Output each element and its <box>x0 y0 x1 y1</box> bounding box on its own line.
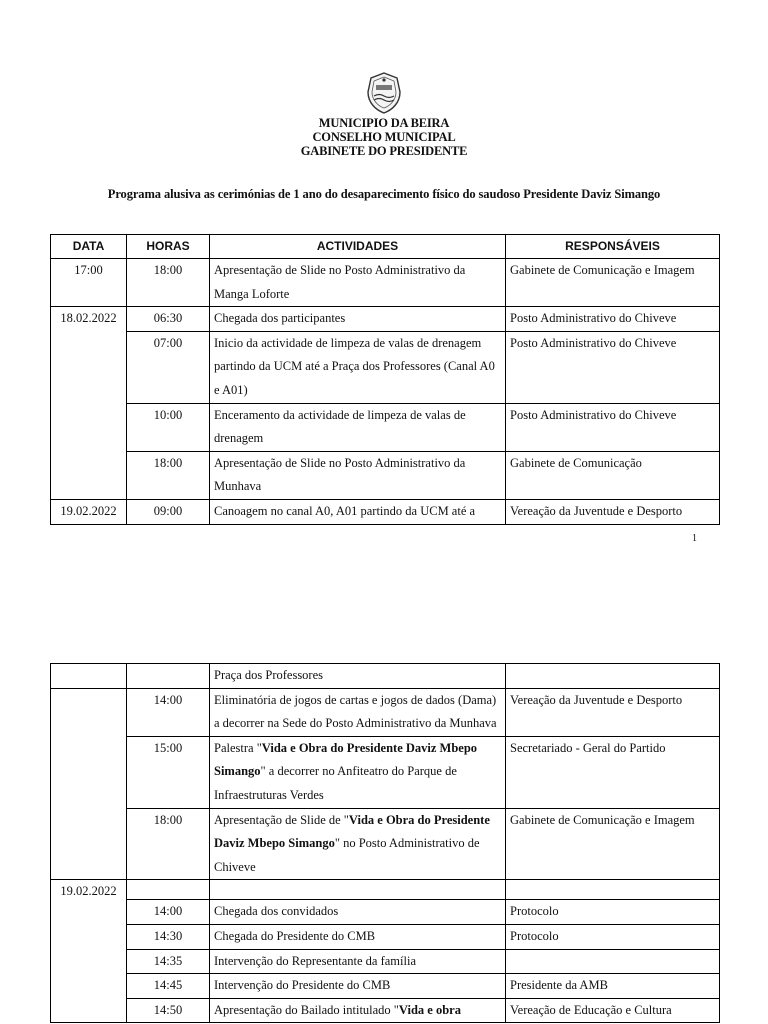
activity-cell: Apresentação de Slide no Posto Administrativo da Manga Loforte <box>210 259 506 307</box>
activity-cell: Inicio da actividade de limpeza de valas de drenagem partindo da UCM até a Praça dos Professores (Canal A0 e A01) <box>210 331 506 403</box>
activity-cell: Canoagem no canal A0, A01 partindo da UCM até a <box>210 499 506 524</box>
programme-table <box>50 234 720 525</box>
activity-bold-title: Vida e Obra do Presidente Daviz Mbepo Simango <box>214 812 490 851</box>
responsible-cell: Gabinete de Comunicação e Imagem <box>506 259 720 307</box>
activity-cell: Praça dos Professores <box>210 664 506 689</box>
table-header-row <box>51 235 720 259</box>
time-cell: 06:30 <box>127 307 210 332</box>
date-cell: 17:00 <box>51 259 127 307</box>
time-cell: 18:00 <box>127 451 210 499</box>
header-responsaveis: RESPONSÁVEIS <box>506 235 720 259</box>
responsible-cell: Posto Administrativo do Chiveve <box>506 331 720 403</box>
header-municipality: MUNICIPIO DA BEIRA <box>318 116 450 130</box>
time-cell: 14:45 <box>127 974 210 999</box>
date-cell: 19.02.2022 <box>51 499 127 524</box>
responsible-cell: Vereação da Juventude e Desporto <box>506 688 720 736</box>
activity-cell: Eliminatória de jogos de cartas e jogos de dados (Dama) a decorrer na Sede do Posto Administrativo da Munhava <box>210 688 506 736</box>
activity-bold-title: Vida e obra <box>398 1002 461 1017</box>
responsible-cell: Protocolo <box>506 900 720 925</box>
table-row <box>51 451 720 499</box>
table-row <box>51 307 720 332</box>
header-horas: HORAS <box>127 235 210 259</box>
time-cell: 10:00 <box>127 403 210 451</box>
time-cell <box>127 664 210 689</box>
activity-text: Apresentação do Bailado intitulado " <box>214 1002 399 1017</box>
responsible-cell: Gabinete de Comunicação <box>506 451 720 499</box>
activity-cell: Chegada dos convidados <box>210 900 506 925</box>
table-row <box>51 974 720 999</box>
date-cell <box>51 688 127 880</box>
programme-table-continued <box>50 663 720 1023</box>
responsible-cell: Vereação de Educação e Cultura <box>506 998 720 1023</box>
table-row <box>51 331 720 403</box>
date-cell: 19.02.2022 <box>51 880 127 1023</box>
activity-cell <box>210 808 506 880</box>
activity-cell <box>210 736 506 808</box>
header-data: DATA <box>51 235 127 259</box>
table-row <box>51 808 720 880</box>
table-row <box>51 688 720 736</box>
responsible-cell: Secretariado - Geral do Partido <box>506 736 720 808</box>
responsible-cell: Presidente da AMB <box>506 974 720 999</box>
responsible-cell: Posto Administrativo do Chiveve <box>506 403 720 451</box>
table-row <box>51 499 720 524</box>
header-actividades: ACTIVIDADES <box>210 235 506 259</box>
time-cell: 14:50 <box>127 998 210 1023</box>
time-cell: 07:00 <box>127 331 210 403</box>
table-row <box>51 949 720 974</box>
responsible-cell: Gabinete de Comunicação e Imagem <box>506 808 720 880</box>
time-cell: 14:30 <box>127 924 210 949</box>
table-row <box>51 403 720 451</box>
time-cell: 18:00 <box>127 808 210 880</box>
activity-cell: Enceramento da actividade de limpeza de valas de drenagem <box>210 403 506 451</box>
date-cell: 18.02.2022 <box>51 307 127 500</box>
table-row <box>51 900 720 925</box>
time-cell <box>127 880 210 900</box>
activity-bold-title: Vida e Obra do Presidente Daviz Mbepo Simango <box>214 740 478 779</box>
time-cell: 15:00 <box>127 736 210 808</box>
activity-text: " no Posto Administrativo de Chiveve <box>214 836 480 874</box>
time-cell: 14:00 <box>127 688 210 736</box>
activity-text: Palestra " <box>214 740 262 755</box>
responsible-cell <box>506 949 720 974</box>
time-cell: 18:00 <box>127 259 210 307</box>
responsible-cell <box>506 880 720 900</box>
activity-cell <box>210 880 506 900</box>
activity-cell: Intervenção do Representante da família <box>210 949 506 974</box>
date-cell <box>51 664 127 689</box>
responsible-cell: Posto Administrativo do Chiveve <box>506 307 720 332</box>
time-cell: 14:00 <box>127 900 210 925</box>
time-cell: 09:00 <box>127 499 210 524</box>
municipal-coat-of-arms-icon <box>366 72 402 114</box>
activity-cell: Intervenção do Presidente do CMB <box>210 974 506 999</box>
table-row <box>51 664 720 689</box>
activity-text: Apresentação de Slide de " <box>214 812 349 827</box>
table-row <box>51 259 720 307</box>
document-title: Programa alusiva as cerimónias de 1 ano do desaparecimento físico do saudoso Presidente Daviz Simango <box>107 187 661 201</box>
activity-cell: Apresentação de Slide no Posto Administrativo da Munhava <box>210 451 506 499</box>
responsible-cell: Protocolo <box>506 924 720 949</box>
header-council: CONSELHO MUNICIPAL <box>312 130 456 144</box>
table-row <box>51 998 720 1023</box>
activity-text: " a decorrer no Anfiteatro do Parque de Infraestruturas Verdes <box>214 764 457 802</box>
page-number: 1 <box>692 533 697 544</box>
activity-cell <box>210 998 506 1023</box>
header-office: GABINETE DO PRESIDENTE <box>300 144 468 158</box>
responsible-cell <box>506 664 720 689</box>
time-cell: 14:35 <box>127 949 210 974</box>
responsible-cell: Vereação da Juventude e Desporto <box>506 499 720 524</box>
table-row <box>51 924 720 949</box>
activity-cell: Chegada do Presidente do CMB <box>210 924 506 949</box>
table-row <box>51 880 720 900</box>
activity-cell: Chegada dos participantes <box>210 307 506 332</box>
table-row <box>51 736 720 808</box>
